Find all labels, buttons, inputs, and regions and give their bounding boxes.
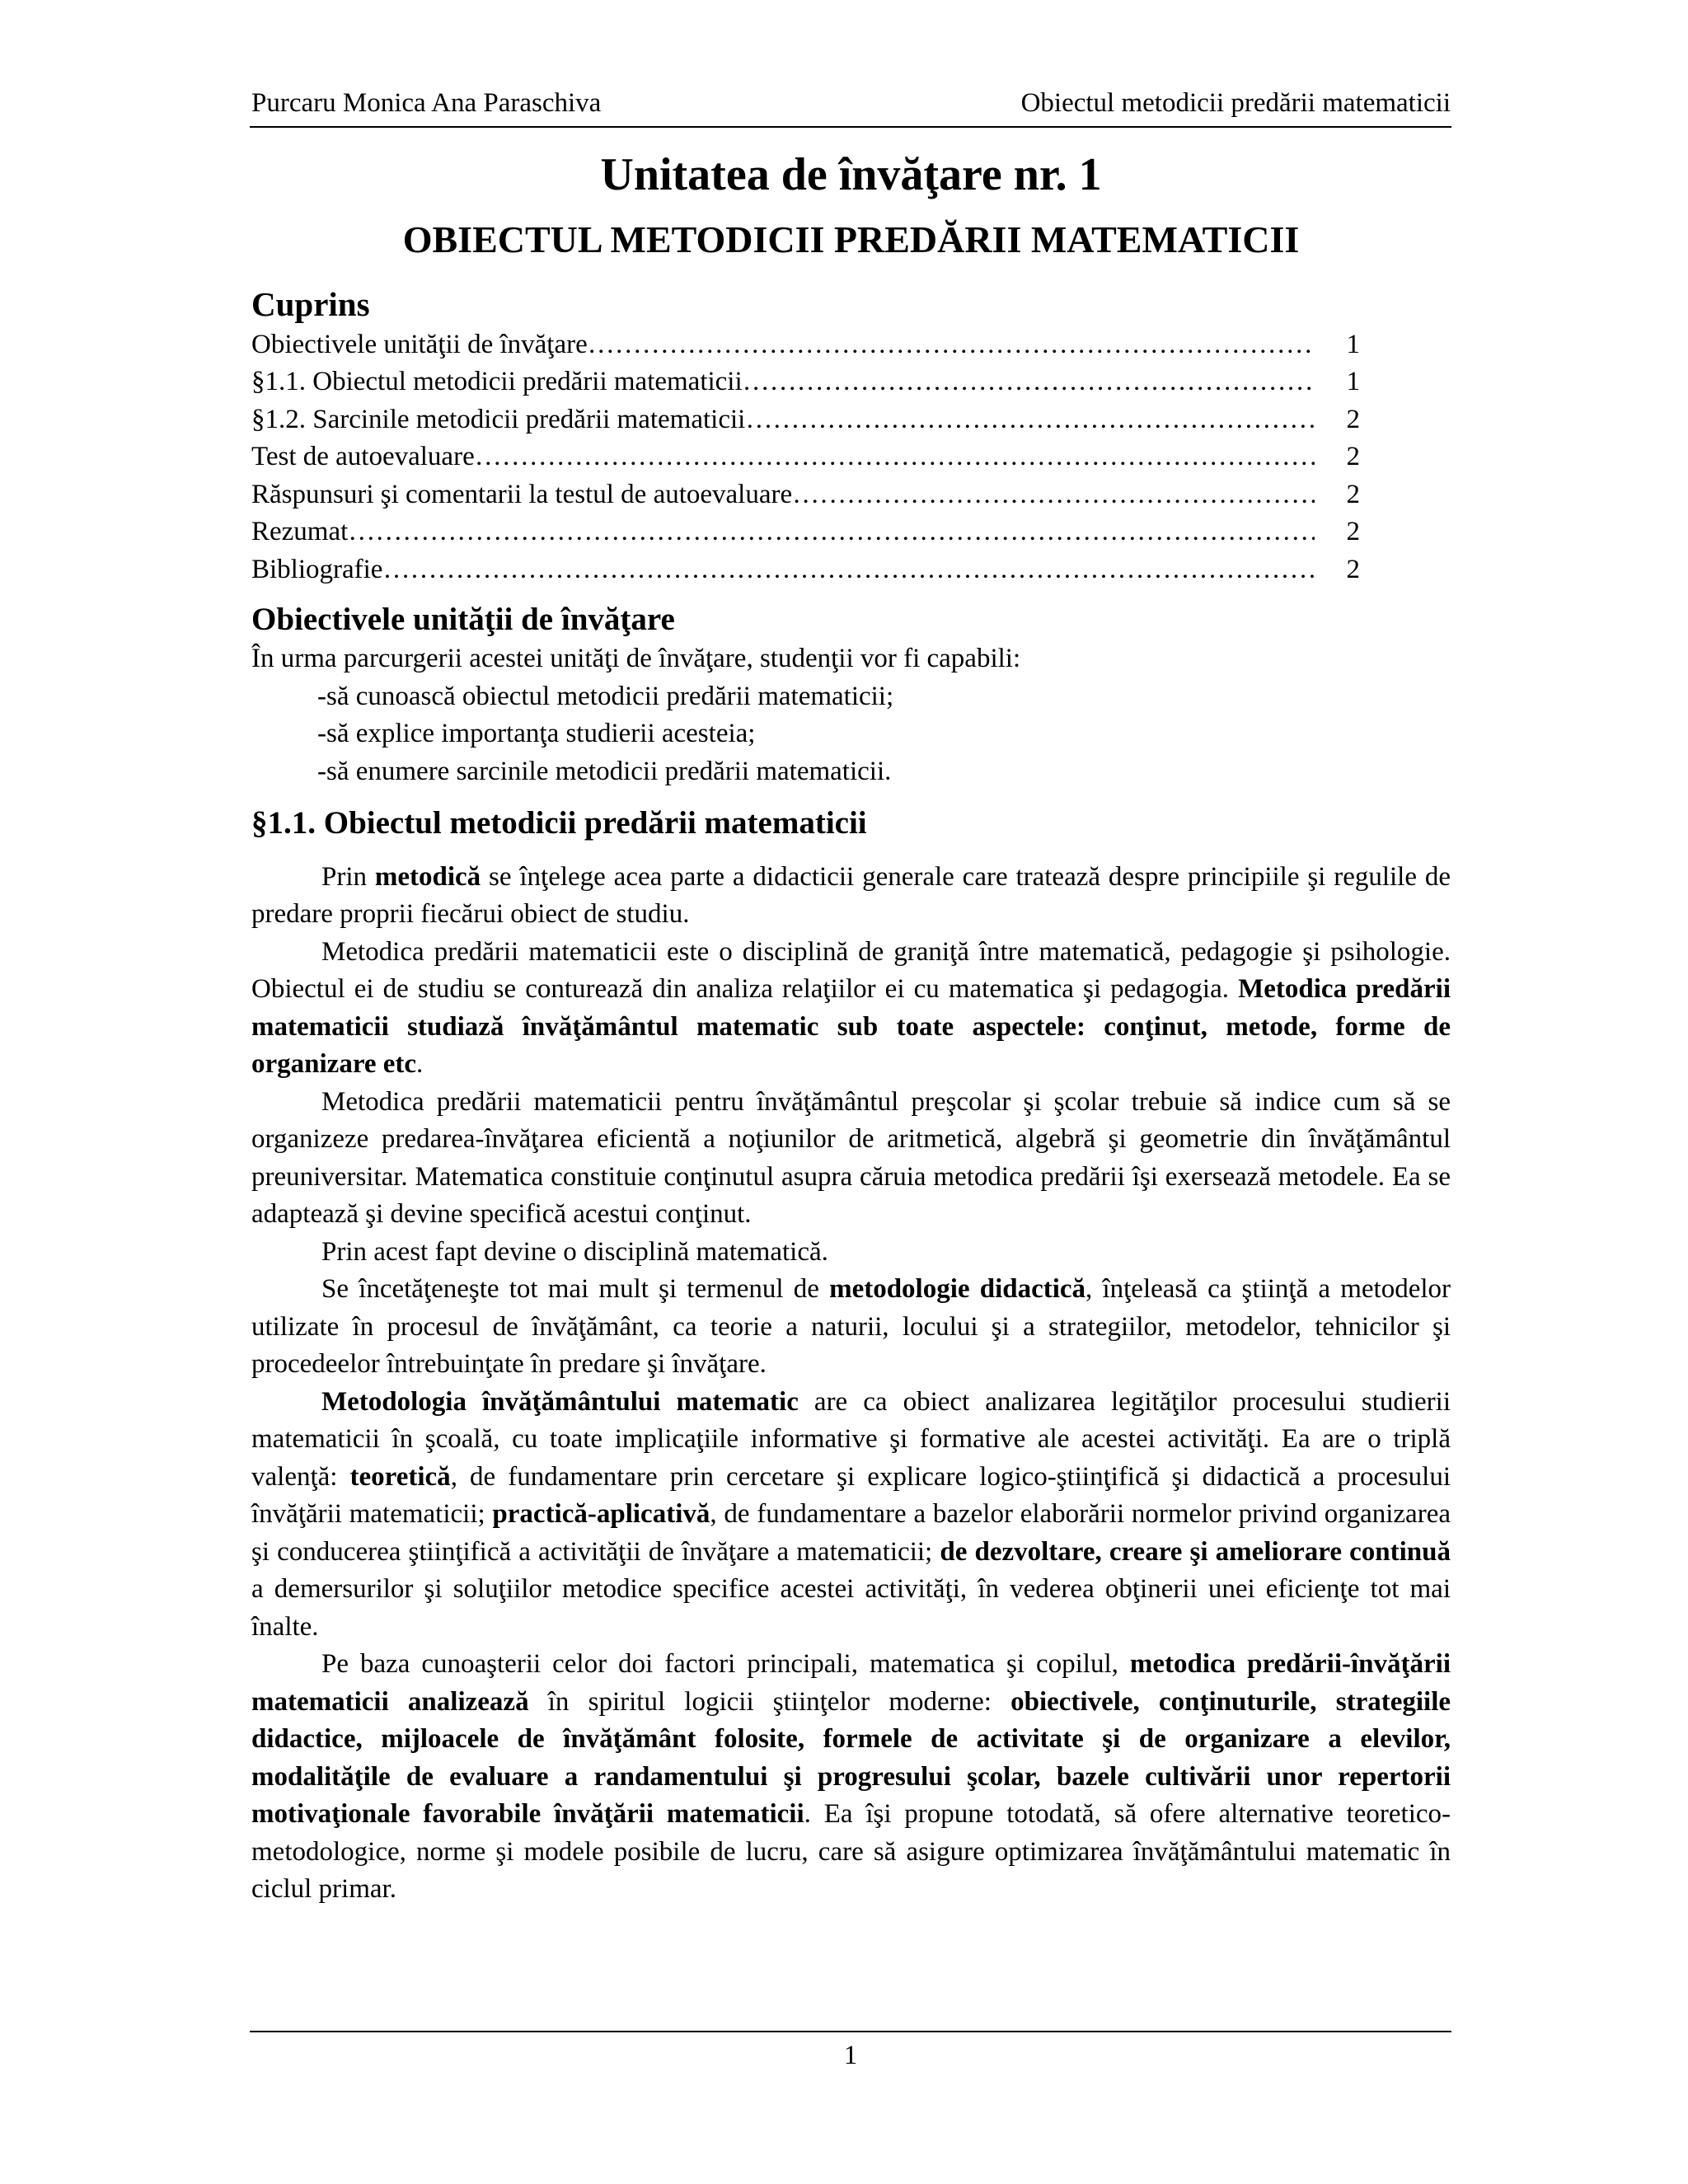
paragraph-5 bbox=[251, 1271, 1451, 1384]
header-author: Purcaru Monica Ana Paraschiva bbox=[251, 88, 602, 118]
toc-entry-page: 2 bbox=[1346, 404, 1360, 434]
text-run: . Ea îşi propune totodată, să ofere alternative teoretico-metodologice, norme şi modele posibile de lucru, care să asigure optimizarea învăţământului matematic în ciclul primar. bbox=[251, 1799, 1451, 1905]
toc-entry-page: 2 bbox=[1346, 554, 1360, 584]
table-of-contents bbox=[251, 326, 1360, 589]
text-run: , de fundamentare prin cercetare şi explicare logico-ştiinţifică şi didactică a procesului învăţării matematicii; bbox=[251, 1461, 1451, 1530]
toc-entry-label: Răspunsuri şi comentarii la testul de autoevaluare bbox=[251, 479, 793, 509]
toc-entry[interactable] bbox=[251, 401, 1360, 439]
toc-entry-label: Test de autoevaluare bbox=[251, 442, 475, 472]
text-run: Pe baza cunoaşterii celor doi factori principali, matematica şi copilul, bbox=[321, 1649, 1130, 1680]
text-run: Metodica predării matematicii este o disciplină de graniţă între matematică, pedagogie şi psihologie. Obiectul ei de studiu se conturează din analiza relaţiilor ei cu matematica şi pedagogia. bbox=[251, 936, 1451, 1005]
text-run: , înţeleasă ca ştiinţă a metodelor utilizate în procesul de învăţământ, ca teorie a naturii, locului şi a strategiilor, metodelor, tehnicilor şi procedeelor întrebuinţate în predare şi învăţare. bbox=[251, 1274, 1451, 1380]
paragraph-2 bbox=[251, 934, 1451, 1084]
page-title: Unitatea de învăţare nr. 1 bbox=[600, 149, 1102, 200]
objectives-intro: În urma parcurgerii acestei unităţi de învăţare, studenţii vor fi capabili: bbox=[251, 644, 1021, 674]
page-subtitle: OBIECTUL METODICII PREDĂRII MATEMATICII bbox=[402, 218, 1300, 260]
toc-entry[interactable] bbox=[251, 513, 1360, 551]
text-run: a demersurilor şi soluţiilor metodice specifice acestei activităţi, în vederea obţinerii unei eficienţe tot mai înalte. bbox=[251, 1574, 1451, 1642]
toc-leader bbox=[382, 551, 1315, 589]
paragraph-7 bbox=[251, 1646, 1451, 1909]
toc-entry[interactable] bbox=[251, 476, 1360, 514]
objective-item: -să explice importanţa studierii acesteia; bbox=[317, 719, 756, 749]
page-content bbox=[251, 145, 1451, 1909]
text-run: Prin bbox=[321, 861, 375, 892]
paragraph-4: Prin acest fapt devine o disciplină matematică. bbox=[321, 1236, 828, 1267]
toc-entry-page: 2 bbox=[1346, 479, 1360, 509]
toc-entry-page: 1 bbox=[1346, 367, 1360, 397]
toc-entry-label: Bibliografie bbox=[251, 554, 383, 584]
toc-heading: Cuprins bbox=[251, 284, 370, 323]
toc-leader bbox=[743, 363, 1315, 401]
paragraph-6 bbox=[251, 1384, 1451, 1647]
toc-leader bbox=[588, 326, 1315, 364]
objective-item: -să enumere sarcinile metodicii predării matematicii. bbox=[317, 756, 892, 786]
bold-term: metodică bbox=[374, 861, 481, 892]
header-rule bbox=[250, 126, 1451, 128]
objectives-list bbox=[251, 678, 1451, 791]
toc-entry-label: Rezumat bbox=[251, 517, 349, 547]
section-heading: §1.1. Obiectul metodicii predării matematicii bbox=[251, 805, 867, 841]
toc-entry-label: Obiectivele unităţii de învăţare bbox=[251, 329, 588, 359]
text-run: Se încetăţeneşte tot mai mult şi termenul de bbox=[321, 1274, 830, 1305]
toc-leader bbox=[348, 513, 1315, 551]
text-run: . bbox=[416, 1049, 424, 1080]
text-run: se înţelege acea parte a didacticii generale care tratează despre principiile şi regulile de predare proprii fiecărui obiect de studiu. bbox=[251, 861, 1451, 930]
footer-rule bbox=[250, 2031, 1451, 2032]
toc-entry-page: 1 bbox=[1346, 329, 1360, 359]
toc-entry-label: §1.1. Obiectul metodicii predării matematicii bbox=[251, 367, 743, 397]
bold-term: metodica predării-învăţării matematicii analizează bbox=[251, 1649, 1451, 1717]
text-run: , de fundamentare a bazelor elaborării normelor privind organizarea şi conducerea ştiinţifică a activităţii de învăţare a matematicii; bbox=[251, 1499, 1451, 1567]
text-run: are ca obiect analizarea legităţilor procesului studierii matematicii în şcoală, cu toate implicaţiile informative şi formative ale acestei activităţi. Ea are o triplă valenţă: bbox=[251, 1386, 1451, 1492]
section-1-1 bbox=[251, 804, 1451, 1909]
bold-statement: obiectivele, conţinuturile, strategiile didactice, mijloacele de învăţământ folosite, formele de activitate şi de organizare a elevilor, modalităţile de evaluare a randamentului şi progresului şcolar, bazele cultivării unor repertorii motivaţionale favorabile învăţării matematicii bbox=[251, 1686, 1451, 1830]
page-number: 1 bbox=[843, 2041, 858, 2070]
bold-term: practică-aplicativă bbox=[492, 1499, 710, 1530]
bold-term: de dezvoltare, creare şi ameliorare continuă bbox=[940, 1536, 1451, 1567]
running-header bbox=[251, 87, 1451, 120]
toc-entry-page: 2 bbox=[1346, 517, 1360, 547]
bold-statement: Metodica predării matematicii studiază învăţământul matematic sub toate aspectele: conţinut, metode, forme de organizare etc bbox=[251, 974, 1451, 1080]
toc-entry-page: 2 bbox=[1346, 442, 1360, 472]
objective-item: -să cunoască obiectul metodicii predării matematicii; bbox=[317, 681, 894, 711]
toc-entry[interactable] bbox=[251, 438, 1360, 476]
objectives-heading: Obiectivele unităţii de învăţare bbox=[251, 602, 675, 638]
toc-leader bbox=[792, 476, 1315, 514]
header-topic: Obiectul metodicii predării matematicii bbox=[1020, 88, 1451, 118]
toc-leader bbox=[475, 438, 1315, 476]
toc-entry[interactable] bbox=[251, 363, 1360, 401]
toc-entry[interactable] bbox=[251, 551, 1360, 589]
text-run: în spiritul logicii ştiinţelor moderne: bbox=[528, 1686, 1011, 1717]
bold-term: metodologie didactică bbox=[829, 1274, 1086, 1305]
bold-term: Metodologia învăţământului matematic bbox=[321, 1386, 799, 1417]
paragraph-3: Metodica predării matematicii pentru învăţământul preşcolar şi şcolar trebuie să indice cum să se organizeze predarea-învăţarea eficientă a noţiunilor de aritmetică, algebră şi geometrie din învăţământul preuniversitar. Matematica constituie conţinutul asupra căruia metodica predării îşi exersează metodele. Ea se adaptează şi devine specifică acestui conţinut. bbox=[251, 1086, 1451, 1230]
toc-leader bbox=[745, 401, 1315, 439]
paragraph-1 bbox=[251, 859, 1451, 934]
toc-entry-label: §1.2. Sarcinile metodicii predării matematicii bbox=[251, 404, 746, 434]
toc-entry[interactable] bbox=[251, 326, 1360, 364]
bold-term: teoretică bbox=[349, 1461, 451, 1492]
